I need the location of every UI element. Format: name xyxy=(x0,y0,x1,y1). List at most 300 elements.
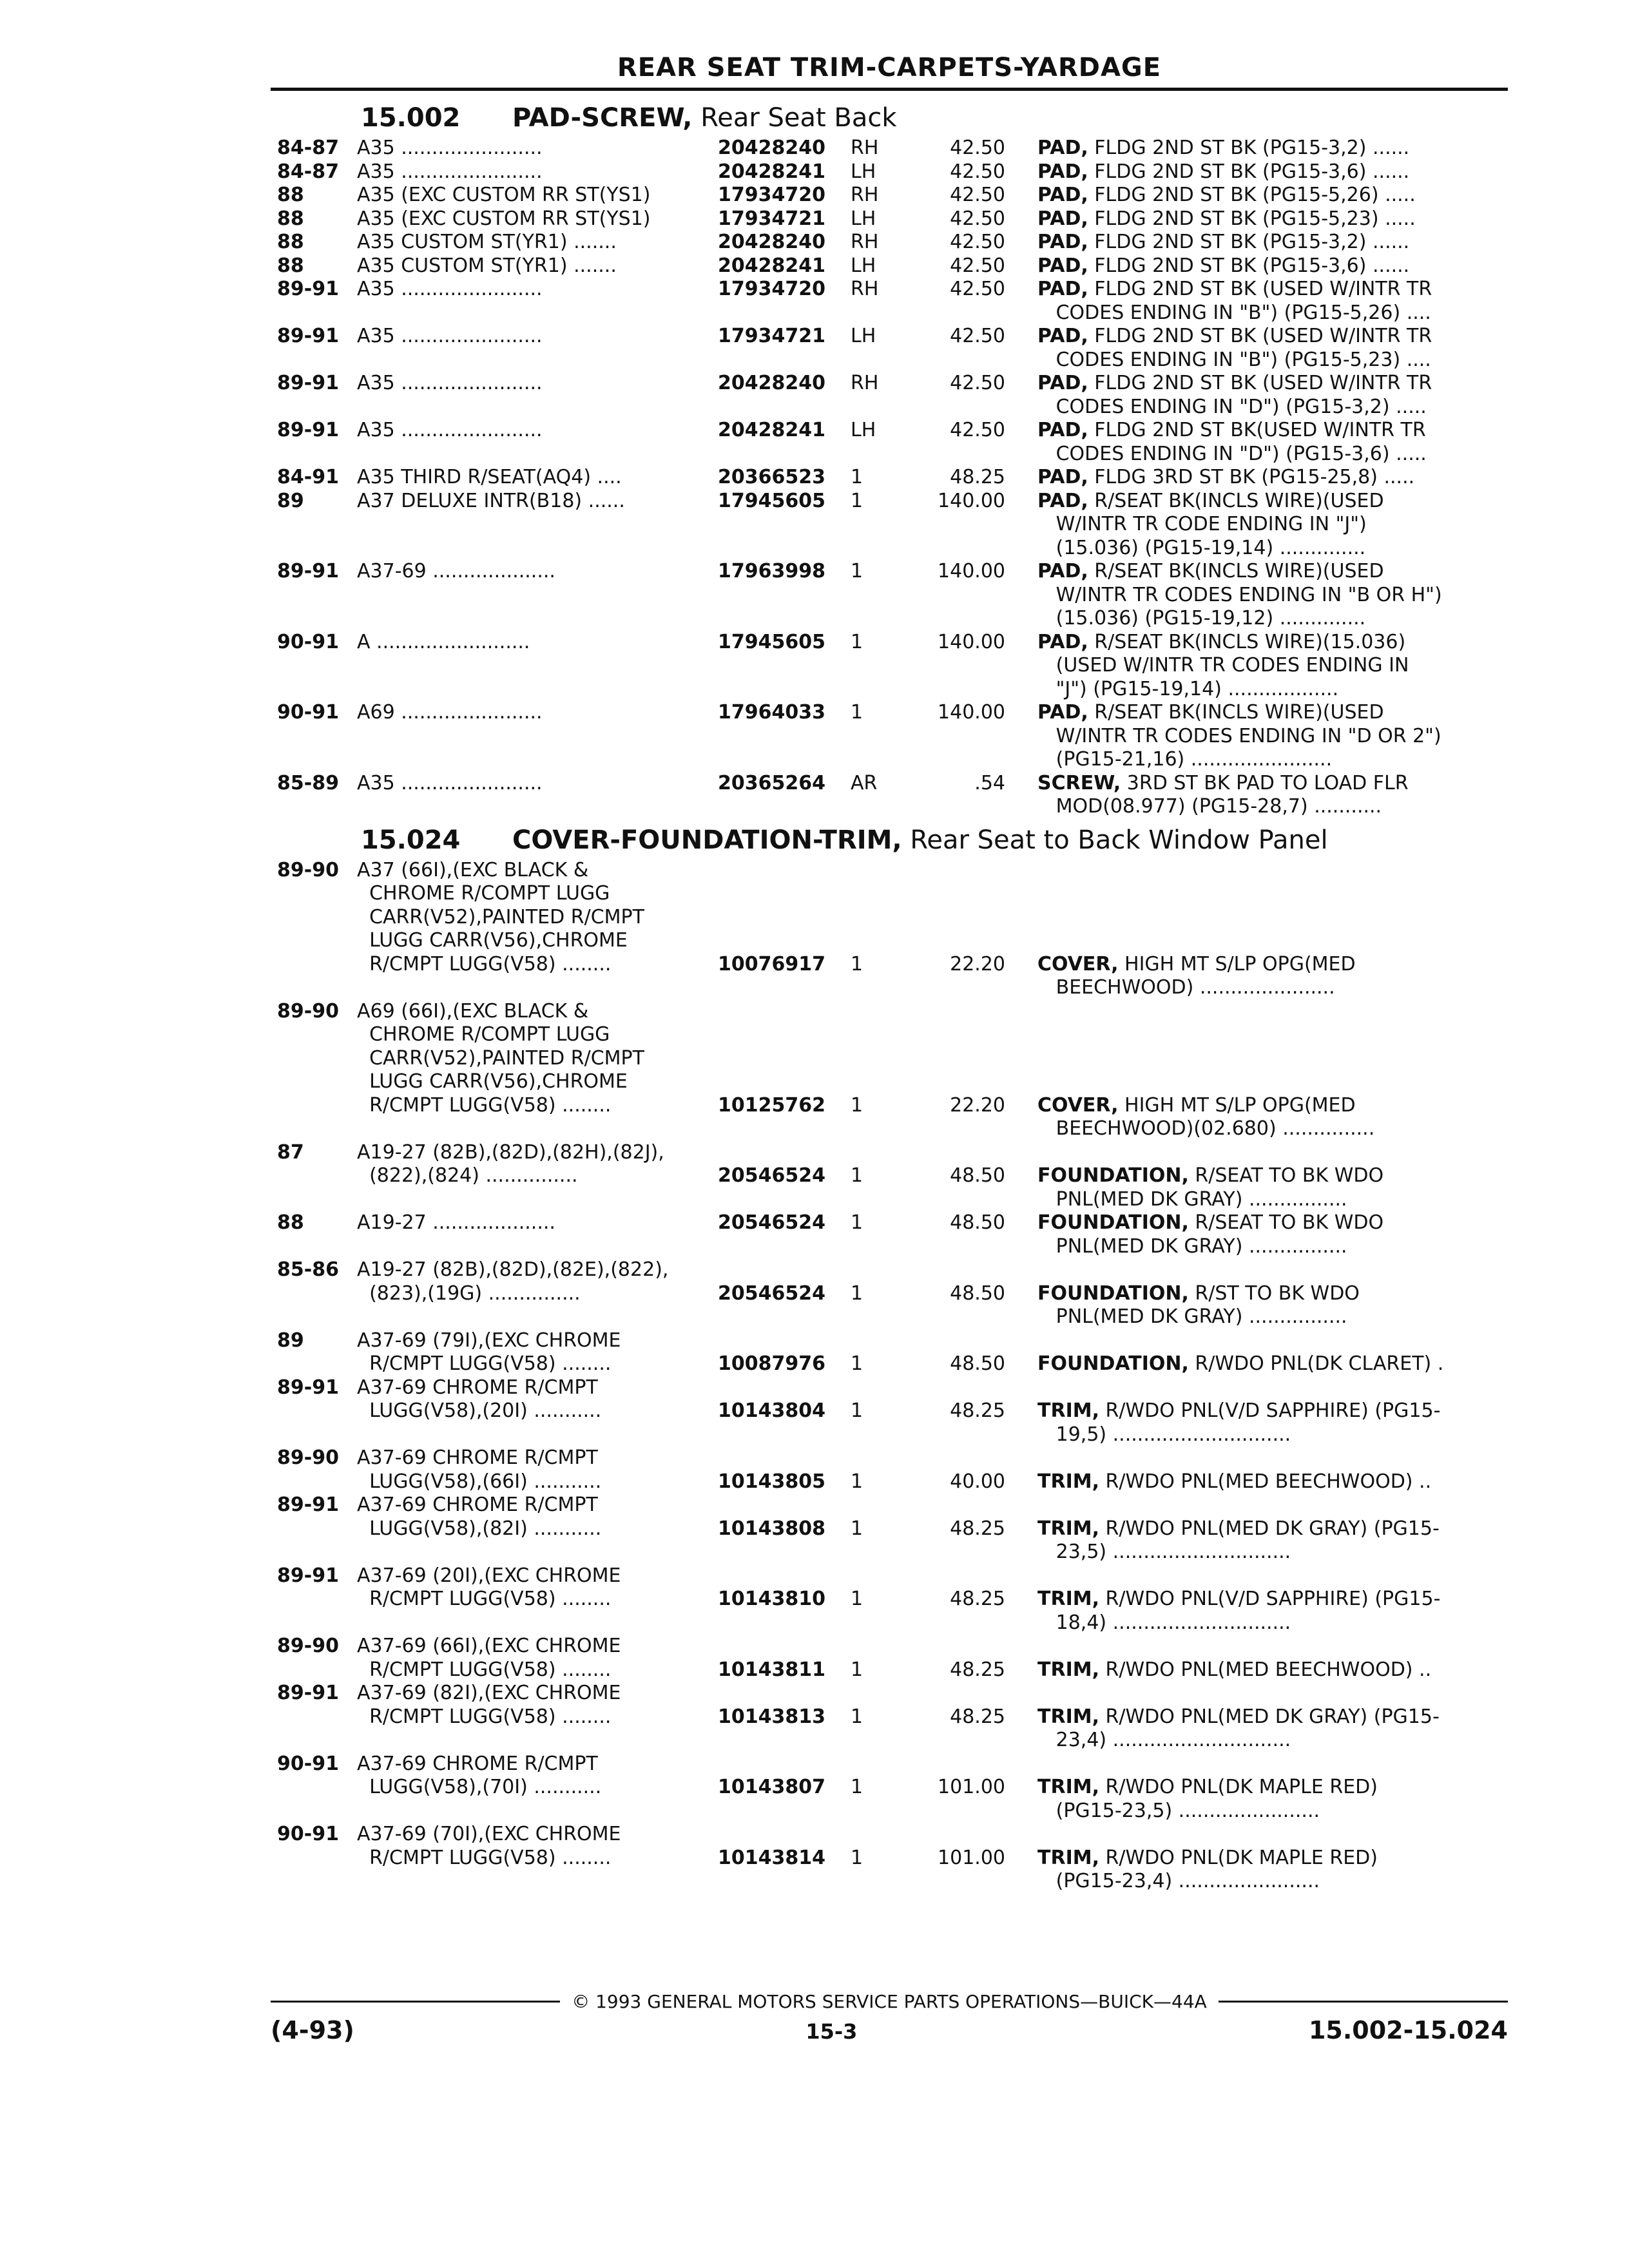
application: CHROME R/COMPT LUGG xyxy=(357,882,610,905)
table-row xyxy=(277,255,1501,278)
application: A37-69 CHROME R/CMPT xyxy=(357,1752,598,1775)
part-number: 10143811 xyxy=(718,1658,825,1681)
description-keyword: PAD, xyxy=(1037,254,1088,277)
table-row xyxy=(277,325,1501,349)
table-row xyxy=(277,976,1501,1000)
application: A35 CUSTOM ST(YR1) ....... xyxy=(357,254,617,277)
application: A35 ....................... xyxy=(357,771,543,794)
section-title-bold: COVER-FOUNDATION-TRIM, xyxy=(512,825,902,855)
application: A35 ....................... xyxy=(357,137,543,159)
price: 40.00 xyxy=(950,1470,1005,1493)
application: A19-27 (82B),(82D),(82E),(822), xyxy=(357,1258,669,1281)
description-text: FLDG 2ND ST BK(USED W/INTR TR xyxy=(1088,419,1426,441)
description-continuation: PNL(MED DK GRAY) ................ xyxy=(1037,1305,1347,1328)
model-years: 90-91 xyxy=(277,1823,339,1845)
description xyxy=(1037,725,1501,749)
part-number: 10087976 xyxy=(718,1352,825,1375)
description-continuation: (15.036) (PG15-19,14) .............. xyxy=(1037,536,1366,559)
part-number: 20428241 xyxy=(718,254,825,277)
model-years: 89-91 xyxy=(277,1376,339,1399)
model-years: 84-87 xyxy=(277,137,339,159)
part-number: 20428240 xyxy=(718,231,825,253)
description-continuation: (15.036) (PG15-19,12) .............. xyxy=(1037,607,1366,629)
description xyxy=(1037,372,1501,396)
description xyxy=(1037,1117,1501,1141)
price: 140.00 xyxy=(938,630,1005,653)
part-number: 17964033 xyxy=(718,701,825,724)
description xyxy=(1037,184,1501,207)
description-continuation: "J") (PG15-19,14) .................. xyxy=(1037,677,1339,700)
application: A19-27 (82B),(82D),(82H),(82J), xyxy=(357,1140,664,1164)
table-row xyxy=(277,1800,1501,1823)
application: A37-69 (70I),(EXC CHROME xyxy=(357,1823,621,1845)
revision-date: (4-93) xyxy=(271,2016,354,2044)
table-row xyxy=(277,1188,1501,1212)
table-row xyxy=(277,1658,1501,1682)
section-title xyxy=(512,822,1328,859)
model-years: 85-86 xyxy=(277,1258,339,1281)
price: 42.50 xyxy=(950,160,1005,183)
section-title xyxy=(512,99,897,137)
page-footer xyxy=(271,1991,1508,2044)
description-continuation: 18,4) ............................. xyxy=(1037,1611,1291,1634)
quantity: 1 xyxy=(851,1399,863,1422)
description xyxy=(1037,1282,1501,1306)
description-text: R/WDO PNL(MED BEECHWOOD) .. xyxy=(1099,1658,1432,1681)
part-number: 10143810 xyxy=(718,1588,825,1610)
section-range: 15.002-15.024 xyxy=(1308,2016,1508,2044)
part-number: 20428241 xyxy=(718,160,825,183)
part-number: 17963998 xyxy=(718,560,825,582)
description xyxy=(1037,1729,1501,1753)
part-number: 17945605 xyxy=(718,489,825,512)
description xyxy=(1037,325,1501,349)
description-keyword: PAD, xyxy=(1037,701,1088,724)
application: LUGG(V58),(66I) ........... xyxy=(357,1470,602,1493)
description-text: R/SEAT BK(INCLS WIRE)(USED xyxy=(1088,489,1384,512)
description xyxy=(1037,278,1501,302)
part-number: 20546524 xyxy=(718,1211,825,1234)
application: A19-27 .................... xyxy=(357,1211,555,1234)
description-continuation: (USED W/INTR TR CODES ENDING IN xyxy=(1037,654,1409,677)
application: A37-69 CHROME R/CMPT xyxy=(357,1376,598,1399)
description-continuation: 23,4) ............................. xyxy=(1037,1729,1291,1751)
description-keyword: TRIM, xyxy=(1037,1517,1099,1540)
model-years: 87 xyxy=(277,1140,304,1164)
application: A35 (EXC CUSTOM RR ST(YS1) xyxy=(357,207,651,230)
description-continuation: BEECHWOOD) ...................... xyxy=(1037,976,1335,999)
application: A37-69 CHROME R/CMPT xyxy=(357,1494,598,1516)
table-row xyxy=(277,1470,1501,1494)
quantity: 1 xyxy=(851,1588,863,1610)
model-years: 84-87 xyxy=(277,160,339,183)
application: A37-69 (82I),(EXC CHROME xyxy=(357,1682,621,1704)
description xyxy=(1037,466,1501,490)
application: (823),(19G) ............... xyxy=(357,1282,581,1305)
application: (822),(824) ............... xyxy=(357,1164,578,1187)
price: 140.00 xyxy=(938,489,1005,512)
quantity: 1 xyxy=(851,630,863,653)
table-row xyxy=(277,725,1501,749)
description-keyword: PAD, xyxy=(1037,184,1088,206)
model-years: 89-91 xyxy=(277,1564,339,1587)
model-years: 88 xyxy=(277,184,304,206)
description-text: R/WDO PNL(MED DK GRAY) (PG15- xyxy=(1099,1517,1440,1540)
model-years: 89-91 xyxy=(277,1494,339,1516)
table-row xyxy=(277,1282,1501,1306)
quantity: LH xyxy=(851,325,876,347)
price: 48.25 xyxy=(950,1705,1005,1728)
quantity: 1 xyxy=(851,1211,863,1234)
description-keyword: PAD, xyxy=(1037,160,1088,183)
price: 48.25 xyxy=(950,1399,1005,1422)
description xyxy=(1037,1188,1501,1212)
description xyxy=(1037,1399,1501,1423)
quantity: 1 xyxy=(851,1705,863,1728)
application: R/CMPT LUGG(V58) ........ xyxy=(357,1658,612,1681)
description-keyword: FOUNDATION, xyxy=(1037,1352,1189,1375)
application: A35 ....................... xyxy=(357,419,543,441)
application: CHROME R/COMPT LUGG xyxy=(357,1023,610,1046)
table-row xyxy=(277,1399,1501,1423)
description-keyword: TRIM, xyxy=(1037,1399,1099,1422)
description-text: R/WDO PNL(V/D SAPPHIRE) (PG15- xyxy=(1099,1588,1441,1610)
price: 42.50 xyxy=(950,372,1005,394)
table-row xyxy=(277,137,1501,160)
description xyxy=(1037,1706,1501,1729)
description-continuation: CODES ENDING IN "B") (PG15-5,23) .... xyxy=(1037,348,1431,371)
model-years: 90-91 xyxy=(277,630,339,653)
copyright-text: © 1993 GENERAL MOTORS SERVICE PARTS OPERATIONS—BUICK—44A xyxy=(572,1991,1207,2012)
quantity: LH xyxy=(851,207,876,230)
description-keyword: PAD, xyxy=(1037,489,1088,512)
description-continuation: PNL(MED DK GRAY) ................ xyxy=(1037,1187,1347,1211)
application: A37-69 .................... xyxy=(357,560,555,582)
quantity: LH xyxy=(851,254,876,277)
table-row xyxy=(277,678,1501,702)
application: A69 ....................... xyxy=(357,701,543,724)
description xyxy=(1037,1541,1501,1564)
application: A35 ....................... xyxy=(357,325,543,347)
description xyxy=(1037,654,1501,678)
table-row xyxy=(277,701,1501,725)
description xyxy=(1037,513,1501,537)
description-text: R/SEAT BK(INCLS WIRE)(USED xyxy=(1088,560,1384,582)
table-row xyxy=(277,882,1501,906)
description-text: FLDG 2ND ST BK (USED W/INTR TR xyxy=(1088,325,1432,347)
description-keyword: PAD, xyxy=(1037,630,1088,653)
part-number: 20428240 xyxy=(718,372,825,394)
quantity: 1 xyxy=(851,560,863,582)
model-years: 89-91 xyxy=(277,1682,339,1704)
table-row xyxy=(277,1823,1501,1847)
description-keyword: FOUNDATION, xyxy=(1037,1164,1189,1187)
description xyxy=(1037,795,1501,819)
description xyxy=(1037,772,1501,796)
description-text: R/SEAT TO BK WDO xyxy=(1188,1164,1384,1187)
price: .54 xyxy=(974,771,1005,794)
table-row xyxy=(277,1258,1501,1282)
description xyxy=(1037,678,1501,702)
table-row xyxy=(277,160,1501,184)
table-row xyxy=(277,953,1501,977)
description xyxy=(1037,1164,1501,1188)
price: 42.50 xyxy=(950,184,1005,206)
description xyxy=(1037,584,1501,608)
description-text: FLDG 2ND ST BK (PG15-5,23) ..... xyxy=(1088,207,1416,230)
description-continuation: PNL(MED DK GRAY) ................ xyxy=(1037,1235,1347,1258)
table-row xyxy=(277,1611,1501,1635)
footer-info-row xyxy=(271,2016,1508,2044)
description-keyword: PAD, xyxy=(1037,278,1088,300)
description-continuation: MOD(08.977) (PG15-28,7) ........... xyxy=(1037,795,1382,818)
model-years: 89-91 xyxy=(277,278,339,300)
model-years: 89-90 xyxy=(277,1446,339,1469)
table-row xyxy=(277,1117,1501,1141)
description xyxy=(1037,1094,1501,1118)
quantity: 1 xyxy=(851,1517,863,1540)
table-row xyxy=(277,1376,1501,1400)
model-years: 89-90 xyxy=(277,858,339,881)
model-years: 85-89 xyxy=(277,771,339,794)
table-row xyxy=(277,1847,1501,1870)
description xyxy=(1037,443,1501,466)
description xyxy=(1037,490,1501,514)
description-keyword: PAD, xyxy=(1037,207,1088,230)
table-row xyxy=(277,1352,1501,1376)
description-keyword: PAD, xyxy=(1037,325,1088,347)
model-years: 89-91 xyxy=(277,419,339,441)
part-number: 10143813 xyxy=(718,1705,825,1728)
section-title-rest: Rear Seat to Back Window Panel xyxy=(901,825,1328,855)
table-row xyxy=(277,396,1501,419)
description-continuation: 23,5) ............................. xyxy=(1037,1541,1291,1563)
price: 140.00 xyxy=(938,701,1005,724)
model-years: 89-91 xyxy=(277,325,339,347)
table-row xyxy=(277,1682,1501,1706)
table-row xyxy=(277,1023,1501,1047)
quantity: 1 xyxy=(851,1352,863,1375)
description-continuation: W/INTR TR CODES ENDING IN "D OR 2") xyxy=(1037,724,1441,747)
description xyxy=(1037,631,1501,655)
price: 48.25 xyxy=(950,466,1005,488)
description-keyword: COVER, xyxy=(1037,952,1119,975)
application: CARR(V52),PAINTED R/CMPT xyxy=(357,1046,644,1070)
quantity: 1 xyxy=(851,1776,863,1798)
table-row xyxy=(277,1164,1501,1188)
price: 42.50 xyxy=(950,137,1005,159)
part-number: 17934720 xyxy=(718,184,825,206)
table-row xyxy=(277,443,1501,466)
part-number: 20365264 xyxy=(718,771,825,794)
footer-rule-right xyxy=(1219,2001,1508,2003)
description xyxy=(1037,701,1501,725)
description-text: HIGH MT S/LP OPG(MED xyxy=(1118,1093,1356,1117)
part-number: 17945605 xyxy=(718,630,825,653)
price: 48.25 xyxy=(950,1658,1005,1681)
table-row xyxy=(277,419,1501,443)
description-text: FLDG 2ND ST BK (PG15-5,26) ..... xyxy=(1088,184,1416,206)
application: A69 (66I),(EXC BLACK & xyxy=(357,999,589,1023)
description-text: R/WDO PNL(DK CLARET) . xyxy=(1188,1352,1444,1375)
description-keyword: PAD, xyxy=(1037,372,1088,394)
model-years: 89-90 xyxy=(277,1635,339,1657)
table-row xyxy=(277,1588,1501,1611)
table-row xyxy=(277,1329,1501,1353)
model-years: 88 xyxy=(277,1211,304,1234)
description-keyword: PAD, xyxy=(1037,137,1088,159)
model-years: 88 xyxy=(277,207,304,230)
part-number: 10143814 xyxy=(718,1846,825,1869)
model-years: 89-90 xyxy=(277,999,339,1023)
description-text: R/WDO PNL(DK MAPLE RED) xyxy=(1099,1776,1378,1798)
quantity: 1 xyxy=(851,466,863,488)
description-continuation: BEECHWOOD)(02.680) ............... xyxy=(1037,1117,1375,1140)
table-row xyxy=(277,654,1501,678)
description xyxy=(1037,1588,1501,1611)
table-row xyxy=(277,1494,1501,1517)
quantity: 1 xyxy=(851,1470,863,1493)
description-continuation: 19,5) ............................. xyxy=(1037,1423,1291,1446)
description xyxy=(1037,160,1501,184)
description-continuation: W/INTR TR CODE ENDING IN "J") xyxy=(1037,513,1367,535)
description xyxy=(1037,607,1501,631)
application: R/CMPT LUGG(V58) ........ xyxy=(357,952,612,975)
description-text: FLDG 2ND ST BK (PG15-3,2) ...... xyxy=(1088,231,1410,253)
description-continuation: CODES ENDING IN "D") (PG15-3,6) ..... xyxy=(1037,442,1427,465)
description-text: 3RD ST BK PAD TO LOAD FLR xyxy=(1121,771,1409,794)
application: A35 CUSTOM ST(YR1) ....... xyxy=(357,231,617,253)
application: LUGG CARR(V56),CHROME xyxy=(357,929,628,952)
table-row xyxy=(277,929,1501,953)
table-row xyxy=(277,1070,1501,1094)
description-continuation: (PG15-23,5) ....................... xyxy=(1037,1799,1320,1822)
description-keyword: FOUNDATION, xyxy=(1037,1211,1189,1234)
price: 42.50 xyxy=(950,278,1005,300)
description-keyword: PAD, xyxy=(1037,231,1088,253)
model-years: 90-91 xyxy=(277,701,339,724)
quantity: LH xyxy=(851,160,876,183)
application: A35 ....................... xyxy=(357,278,543,300)
part-number: 10143807 xyxy=(718,1776,825,1798)
section-number: 15.024 xyxy=(361,825,461,855)
description xyxy=(1037,1352,1501,1376)
description xyxy=(1037,396,1501,419)
quantity: AR xyxy=(851,771,878,794)
page-title: REAR SEAT TRIM-CARPETS-YARDAGE xyxy=(617,53,1162,82)
part-number: 10143808 xyxy=(718,1517,825,1540)
description-text: FLDG 3RD ST BK (PG15-25,8) ..... xyxy=(1088,466,1415,488)
description xyxy=(1037,976,1501,1000)
part-number: 17934721 xyxy=(718,207,825,230)
table-row xyxy=(277,1729,1501,1753)
table-row xyxy=(277,1047,1501,1071)
table-row xyxy=(277,1094,1501,1118)
description xyxy=(1037,1800,1501,1823)
table-row xyxy=(277,1211,1501,1235)
price: 42.50 xyxy=(950,254,1005,277)
model-years: 89 xyxy=(277,489,304,512)
description-keyword: SCREW, xyxy=(1037,771,1121,794)
description xyxy=(1037,255,1501,278)
description-continuation: (PG15-21,16) ....................... xyxy=(1037,748,1333,771)
part-number: 17934721 xyxy=(718,325,825,347)
table-row xyxy=(277,1776,1501,1800)
description-text: R/SEAT TO BK WDO xyxy=(1188,1211,1384,1234)
description-keyword: PAD, xyxy=(1037,419,1088,441)
description xyxy=(1037,1658,1501,1682)
quantity: 1 xyxy=(851,1093,863,1117)
application: R/CMPT LUGG(V58) ........ xyxy=(357,1588,612,1610)
description xyxy=(1037,1305,1501,1329)
table-row xyxy=(277,1141,1501,1165)
model-years: 88 xyxy=(277,254,304,277)
table-row xyxy=(277,772,1501,796)
page-header xyxy=(271,53,1508,82)
table-row xyxy=(277,1423,1501,1447)
price: 42.50 xyxy=(950,207,1005,230)
application: A37-69 (20I),(EXC CHROME xyxy=(357,1564,621,1587)
section-number: 15.002 xyxy=(361,103,461,133)
description xyxy=(1037,953,1501,977)
description xyxy=(1037,1235,1501,1259)
application: A35 (EXC CUSTOM RR ST(YS1) xyxy=(357,184,651,206)
application: CARR(V52),PAINTED R/CMPT xyxy=(357,905,644,928)
table-row xyxy=(277,906,1501,930)
application: A ......................... xyxy=(357,630,530,653)
table-row xyxy=(277,1635,1501,1658)
table-row xyxy=(277,184,1501,207)
part-number: 10076917 xyxy=(718,952,825,975)
application: A37-69 (66I),(EXC CHROME xyxy=(357,1635,621,1657)
table-row xyxy=(277,1564,1501,1588)
quantity: RH xyxy=(851,372,879,394)
application: R/CMPT LUGG(V58) ........ xyxy=(357,1846,612,1869)
description-keyword: COVER, xyxy=(1037,1093,1119,1117)
description-text: FLDG 2ND ST BK (USED W/INTR TR xyxy=(1088,372,1432,394)
price: 101.00 xyxy=(938,1776,1005,1798)
description-keyword: TRIM, xyxy=(1037,1588,1099,1610)
application: A35 THIRD R/SEAT(AQ4) .... xyxy=(357,466,622,488)
part-number: 20366523 xyxy=(718,466,825,488)
description xyxy=(1037,1470,1501,1494)
quantity: RH xyxy=(851,231,879,253)
description-text: FLDG 2ND ST BK (USED W/INTR TR xyxy=(1088,278,1432,300)
description-keyword: TRIM, xyxy=(1037,1658,1099,1681)
table-row xyxy=(277,513,1501,537)
application: A37-69 CHROME R/CMPT xyxy=(357,1446,598,1469)
description-keyword: PAD, xyxy=(1037,466,1088,488)
price: 48.50 xyxy=(950,1211,1005,1234)
description-keyword: TRIM, xyxy=(1037,1846,1099,1869)
section-title-bold: PAD-SCREW, xyxy=(512,103,693,133)
table-row xyxy=(277,466,1501,490)
part-number: 20546524 xyxy=(718,1164,825,1187)
description-text: R/ST TO BK WDO xyxy=(1188,1282,1360,1305)
part-number: 20428241 xyxy=(718,419,825,441)
quantity: 1 xyxy=(851,489,863,512)
application: A35 ....................... xyxy=(357,372,543,394)
section-title-rest: Rear Seat Back xyxy=(692,103,897,133)
application: A37 DELUXE INTR(B18) ...... xyxy=(357,489,625,512)
application: LUGG(V58),(70I) ........... xyxy=(357,1776,602,1798)
description-text: R/WDO PNL(MED BEECHWOOD) .. xyxy=(1099,1470,1432,1493)
part-number: 17934720 xyxy=(718,278,825,300)
table-row xyxy=(277,1446,1501,1470)
price: 48.25 xyxy=(950,1588,1005,1610)
quantity: LH xyxy=(851,419,876,441)
description-text: FLDG 2ND ST BK (PG15-3,6) ...... xyxy=(1088,160,1410,183)
